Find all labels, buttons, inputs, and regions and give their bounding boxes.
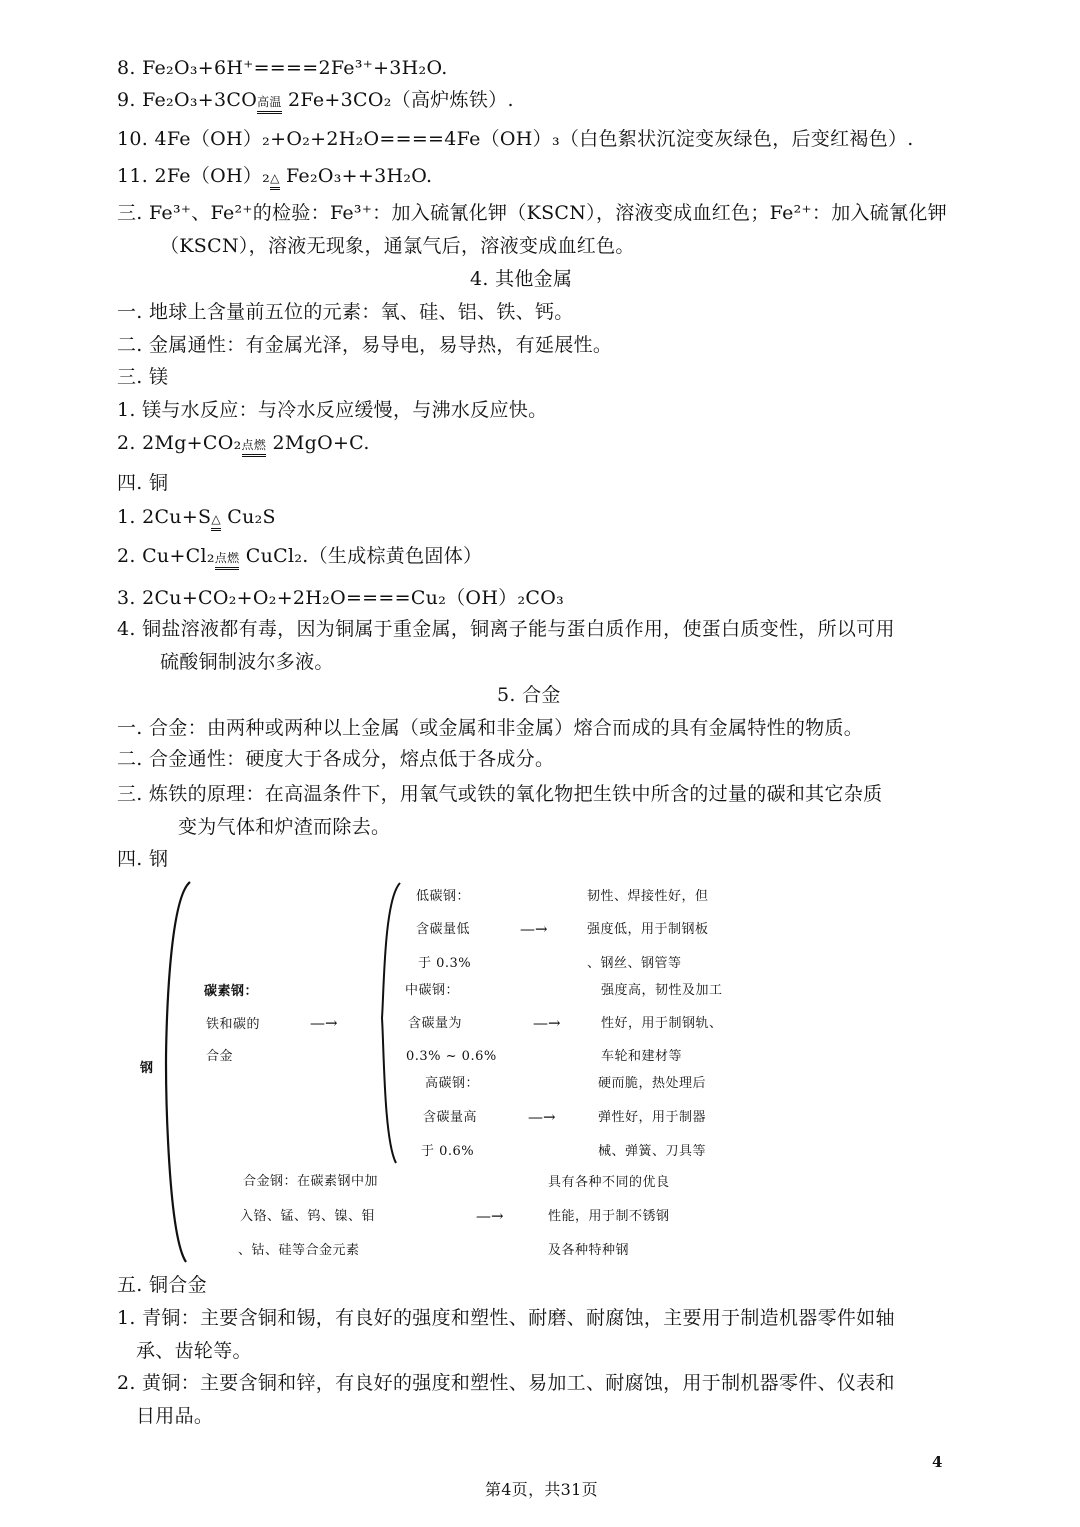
high-carbon-use-3: 械、弹簧、刀具等 xyxy=(598,1144,707,1159)
high-carbon-def-3: 于 0.6% xyxy=(421,1144,475,1159)
arrow-low-carbon: —→ xyxy=(520,920,548,938)
cu-point-4-line1: 4. 铜盐溶液都有毒，因为铜属于重金属，铜离子能与蛋白质作用，使蛋白质变性，所以可用 xyxy=(117,618,895,640)
equation-9-condition: 高温 xyxy=(257,93,282,114)
equation-9-right: 2Fe+3CO₂（高炉炼铁）. xyxy=(281,89,514,111)
steel-root-label: 钢 xyxy=(140,1061,154,1076)
carbon-steel-brace xyxy=(382,883,400,1163)
brass-line1: 2. 黄铜：主要含铜和锌，有良好的强度和塑性、易加工、耐腐蚀，用于制机器零件、仪表和 xyxy=(117,1372,895,1394)
metals-item-4-cu: 四. 铜 xyxy=(117,472,169,494)
mid-carbon-def-2: 含碳量为 xyxy=(408,1016,463,1031)
equation-8: 8. Fe₂O₃+6H⁺====2Fe³⁺+3H₂O. xyxy=(117,57,448,79)
mid-carbon-use-2: 性好，用于制钢轨、 xyxy=(601,1016,723,1031)
cu-equation-3: 3. 2Cu+CO₂+O₂+2H₂O====Cu₂（OH）₂CO₃ xyxy=(117,587,565,609)
outer-brace xyxy=(166,882,190,1262)
alloy-steel-def-2: 入铬、锰、钨、镍、钼 xyxy=(240,1209,376,1224)
cu-equation-2-right: CuCl₂.（生成棕黄色固体） xyxy=(239,545,483,567)
mid-carbon-def-3: 0.3% ~ 0.6% xyxy=(406,1049,497,1064)
equation-11-right: Fe₂O₃++3H₂O. xyxy=(279,165,433,187)
metals-item-3-mg: 三. 镁 xyxy=(117,366,169,388)
low-carbon-def-3: 于 0.3% xyxy=(418,956,472,971)
carbon-steel-label-3: 合金 xyxy=(206,1049,234,1064)
low-carbon-use-1: 韧性、焊接性好，但 xyxy=(587,889,709,904)
cu-equation-1-left: 1. 2Cu+S xyxy=(117,506,212,528)
low-carbon-use-3: 、钢丝、钢管等 xyxy=(587,956,682,971)
alloy-item-4-steel: 四. 钢 xyxy=(117,848,169,870)
metals-item-2: 二. 金属通性：有金属光泽，易导电，易导热，有延展性。 xyxy=(117,334,613,356)
fe-ion-test-line2: （KSCN），溶液无现象，通氯气后，溶液变成血红色。 xyxy=(160,235,635,257)
cu-equation-1-right: Cu₂S xyxy=(220,506,276,528)
alloy-steel-use-3: 及各种特种钢 xyxy=(548,1243,630,1258)
alloy-item-2: 二. 合金通性：硬度大于各成分，熔点低于各成分。 xyxy=(117,748,555,770)
fe-ion-test-line1: 三. Fe³⁺、Fe²⁺的检验：Fe³⁺：加入硫氰化钾（KSCN），溶液变成血红色；Fe²⁺：加入硫氰化钾 xyxy=(117,202,947,224)
low-carbon-def-1: 低碳钢： xyxy=(416,889,471,904)
bronze-line2: 承、齿轮等。 xyxy=(136,1340,252,1362)
low-carbon-use-2: 强度低，用于制钢板 xyxy=(587,922,709,937)
high-carbon-def-2: 含碳量高 xyxy=(423,1110,478,1125)
equation-11-condition: △ xyxy=(270,169,280,190)
cu-equation-2-condition: 点燃 xyxy=(215,549,240,570)
mg-equation-left: 2. 2Mg+CO₂ xyxy=(117,432,242,454)
page-footer: 第4页，共31页 xyxy=(485,1480,598,1499)
alloy-steel-use-1: 具有各种不同的优良 xyxy=(548,1175,670,1190)
heading-alloy: 5. 合金 xyxy=(497,684,561,706)
mid-carbon-use-1: 强度高，韧性及加工 xyxy=(601,983,723,998)
alloy-steel-def-1: 合金钢：在碳素钢中加 xyxy=(243,1174,379,1189)
mg-point-1: 1. 镁与水反应：与冷水反应缓慢，与沸水反应快。 xyxy=(117,399,548,421)
high-carbon-use-2: 弹性好，用于制器 xyxy=(598,1110,707,1125)
page-number: 4 xyxy=(932,1453,943,1471)
equation-9-left: 9. Fe₂O₃+3CO xyxy=(117,89,258,111)
high-carbon-def-1: 高碳钢： xyxy=(425,1076,480,1091)
cu-equation-1-condition: △ xyxy=(211,510,221,531)
heading-other-metals: 4. 其他金属 xyxy=(470,268,573,290)
mid-carbon-use-3: 车轮和建材等 xyxy=(601,1049,683,1064)
alloy-item-1: 一. 合金：由两种或两种以上金属（或金属和非金属）熔合而成的具有金属特性的物质。 xyxy=(117,717,864,739)
mg-equation-right: 2MgO+C. xyxy=(266,432,370,454)
cu-point-4-line2: 硫酸铜制波尔多液。 xyxy=(160,651,334,673)
equation-10: 10. 4Fe（OH）₂+O₂+2H₂O====4Fe（OH）₃（白色絮状沉淀变灰绿色，后变红褐色）. xyxy=(117,128,914,150)
mid-carbon-def-1: 中碳钢： xyxy=(405,983,460,998)
alloy-item-3-line2: 变为气体和炉渣而除去。 xyxy=(178,816,391,838)
equation-11-left: 11. 2Fe（OH）₂ xyxy=(117,165,271,187)
cu-equation-2-left: 2. Cu+Cl₂ xyxy=(117,545,215,567)
carbon-steel-label-1: 碳素钢： xyxy=(204,984,259,999)
metals-item-1: 一. 地球上含量前五位的元素：氧、硅、铝、铁、钙。 xyxy=(117,301,574,323)
carbon-steel-label-2: 铁和碳的 xyxy=(206,1017,261,1032)
alloy-steel-use-2: 性能，用于制不锈钢 xyxy=(548,1209,670,1224)
bronze-line1: 1. 青铜：主要含铜和锡，有良好的强度和塑性、耐磨、耐腐蚀，主要用于制造机器零件如轴 xyxy=(117,1307,895,1329)
alloy-steel-def-3: 、钴、硅等合金元素 xyxy=(238,1243,360,1258)
mg-equation-condition: 点燃 xyxy=(242,436,267,457)
arrow-alloy-steel: —→ xyxy=(476,1207,504,1225)
arrow-carbon-steel: —→ xyxy=(310,1014,338,1032)
high-carbon-use-1: 硬而脆，热处理后 xyxy=(598,1076,707,1091)
arrow-high-carbon: —→ xyxy=(528,1108,556,1126)
alloy-item-3-line1: 三. 炼铁的原理：在高温条件下，用氧气或铁的氧化物把生铁中所含的过量的碳和其它杂质 xyxy=(117,783,883,805)
copper-alloy-heading: 五. 铜合金 xyxy=(117,1274,207,1296)
low-carbon-def-2: 含碳量低 xyxy=(416,922,471,937)
arrow-mid-carbon: —→ xyxy=(533,1014,561,1032)
brass-line2: 日用品。 xyxy=(136,1405,214,1427)
